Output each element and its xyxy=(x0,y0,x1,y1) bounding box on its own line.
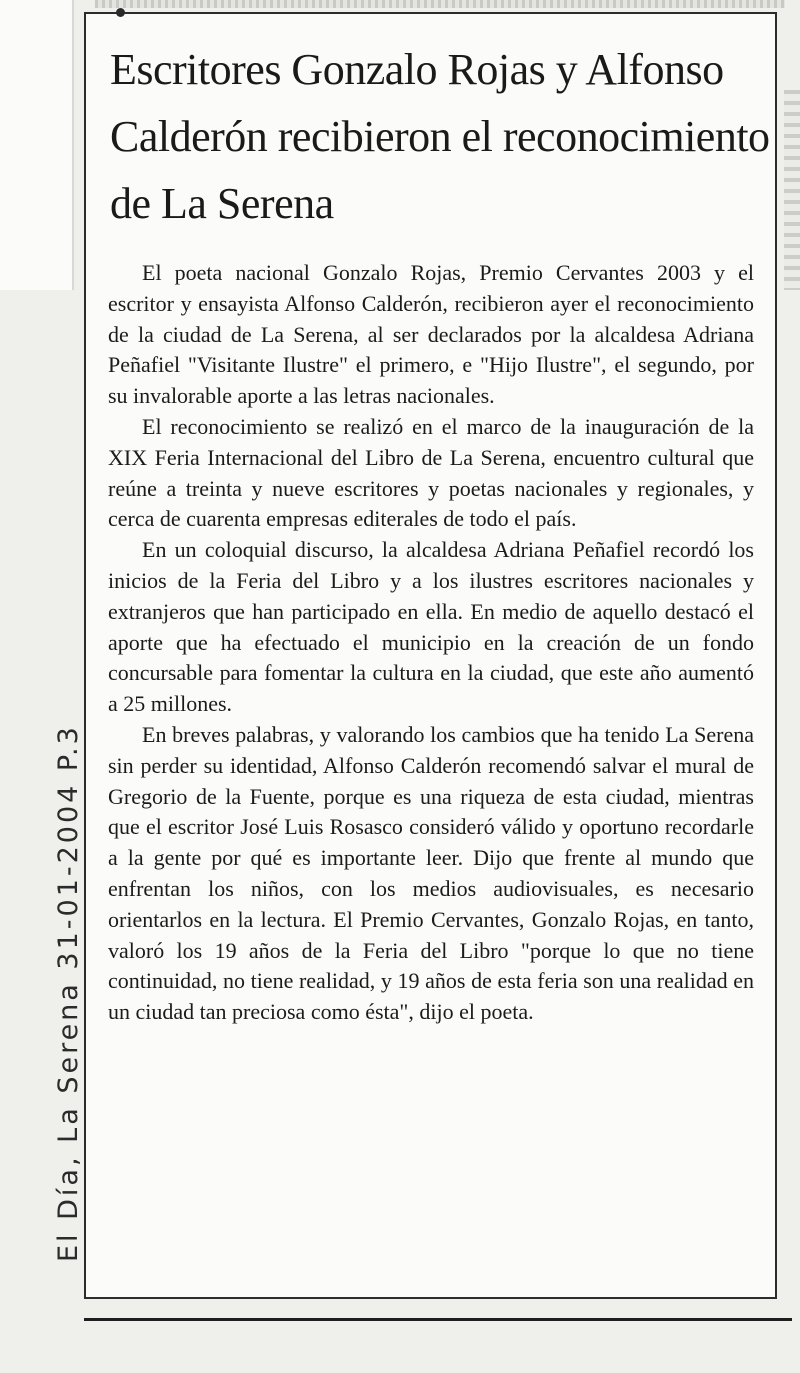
paragraph-1: El poeta nacional Gonzalo Rojas, Premio Cervantes 2003 y el escritor y ensayista Alfonso Calderón, recibieron ayer el reconocimiento de la ciudad de La Serena, al ser declarados por la alcaldesa Adriana Peñafiel "Visitante Ilustre" el primero, e "Hijo Ilustre", el segundo, por su invalorable aporte a las letras nacionales. xyxy=(108,260,754,409)
pin-hole-mark xyxy=(116,8,125,17)
adjacent-paper-scrap xyxy=(0,0,72,290)
paper-scrap-edge xyxy=(72,0,74,290)
article-body xyxy=(108,258,754,1028)
paragraph-4: En breves palabras, y valorando los cambios que ha tenido La Serena sin perder su identidad, Alfonso Calderón recomendó salvar el mural de Gregorio de la Fuente, porque es una riqueza de esta ciudad, mientras que el escritor José Luis Rosasco consideró válido y oportuno recordarle a la gente por qué es importante leer. Dijo que frente al mundo que enfrentan los niños, con los medios audiovisuales, es necesario orientarlos en la lectura. El Premio Cervantes, Gonzalo Rojas, en tanto, valoró los 19 años de la Feria del Libro "porque lo que no tiene continuidad, no tiene realidad, y 19 años de esta feria son una realidad en un ciudad tan preciosa como ésta", dijo el poeta. xyxy=(108,721,754,1025)
bleed-through-right xyxy=(784,90,800,290)
newspaper-clipping xyxy=(84,12,777,1299)
bottom-rule-line xyxy=(84,1318,792,1321)
handwritten-source-note: El Día, La Serena 31-01-2004 P.3 xyxy=(53,724,84,1262)
article-headline: Escritores Gonzalo Rojas y Alfonso Calderón recibieron el reconocimiento de La Serena xyxy=(110,45,770,228)
paragraph-3: En un coloquial discurso, la alcaldesa Adriana Peñafiel recordó los inicios de la Feria del Libro y a los ilustres escritores nacionales y extranjeros que han participado en ella. En medio de aquello destacó el aporte que ha efectuado el municipio en la creación de un fondo concursable para fomentar la cultura en la ciudad, que este año aumentó a 25 millones. xyxy=(108,537,754,717)
bleed-through-top xyxy=(95,0,785,8)
paragraph-2: El reconocimiento se realizó en el marco de la inauguración de la XIX Feria Internacional del Libro de La Serena, encuentro cultural que reúne a treinta y nueve escritores y poetas nacionales y regionales, y cerca de cuarenta empresas editerales de todo el país. xyxy=(108,413,754,532)
